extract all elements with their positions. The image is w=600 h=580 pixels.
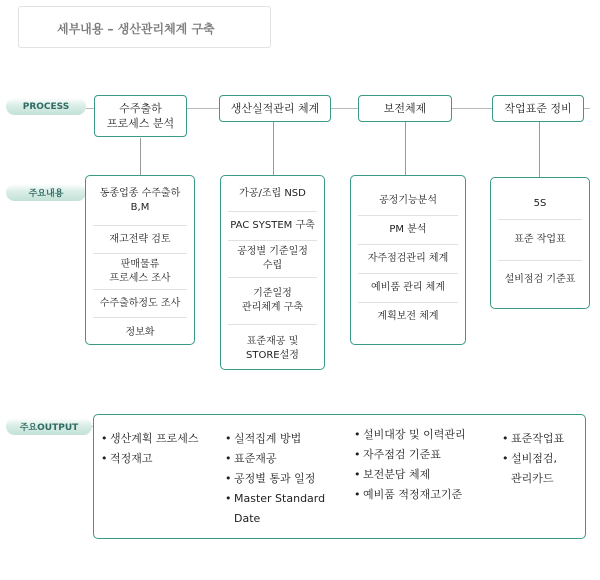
connector-4 xyxy=(539,122,540,177)
output-column-order-shipping xyxy=(101,429,219,469)
content-group-order-shipping xyxy=(85,175,195,345)
process-box-production-performance: 생산실적관리 체계 xyxy=(219,95,331,122)
bullet: • xyxy=(225,472,232,485)
bullet: • xyxy=(354,468,361,481)
content-item: 공정별 기준일정 수립 xyxy=(228,241,317,278)
content-item: PM 분석 xyxy=(358,216,458,245)
content-group-maintenance xyxy=(350,175,466,345)
content-item: 자주점검관리 체계 xyxy=(358,245,458,274)
content-item: 동종업종 수주출하 B,M xyxy=(93,176,187,226)
process-box-work-standard: 작업표준 정비 xyxy=(492,95,584,122)
output-item: • 보전분담 체제 xyxy=(354,465,494,485)
output-item: • 공정별 통과 일정 xyxy=(225,469,347,489)
bullet: • xyxy=(101,452,108,465)
output-item: • 자주점검 기준표 xyxy=(354,445,494,465)
content-item: 예비품 관리 체계 xyxy=(358,274,458,303)
bullet: • xyxy=(354,428,361,441)
content-item: 표준재공 및 STORE설정 xyxy=(246,336,299,361)
output-column-maintenance xyxy=(354,425,494,505)
bullet: • xyxy=(225,452,232,465)
bullet: • xyxy=(502,432,509,445)
output-item: • 적정재고 xyxy=(101,449,219,469)
output-item: • 생산계획 프로세스 xyxy=(101,429,219,449)
page-title: 세부내용 – 생산관리체계 구축 xyxy=(18,6,271,48)
content-item: 표준 작업표 xyxy=(498,220,582,261)
content-item: 정보화 xyxy=(125,327,155,338)
content-item: 설비점검 기준표 xyxy=(504,274,576,285)
output-item: • 표준작업표 xyxy=(502,429,584,449)
process-box-order-shipping: 수주출하 프로세스 분석 xyxy=(94,95,187,137)
bullet: • xyxy=(101,432,108,445)
bullet: • xyxy=(225,432,232,445)
output-item: • 설비점검, 관리카드 xyxy=(502,449,584,489)
bullet: • xyxy=(502,452,509,465)
output-column-production-performance xyxy=(225,429,347,529)
content-item: 5S xyxy=(498,188,582,220)
content-item: 수주출하정도 조사 xyxy=(93,290,187,318)
content-group-work-standard xyxy=(490,177,590,309)
content-item: 재고전략 검토 xyxy=(93,226,187,254)
process-row-label: PROCESS xyxy=(6,98,86,115)
content-row-label: 주요내용 xyxy=(6,184,86,201)
process-box-maintenance: 보전체제 xyxy=(358,95,452,122)
output-item: • 실적집계 방법 xyxy=(225,429,347,449)
content-item: 판매물류 프로세스 조사 xyxy=(93,254,187,290)
output-item: • 예비품 적정재고기준 xyxy=(354,485,494,505)
content-item: 가공/조립 NSD xyxy=(228,176,317,212)
connector-3 xyxy=(405,122,406,175)
content-item: PAC SYSTEM 구축 xyxy=(228,212,317,241)
content-group-production-performance xyxy=(220,175,325,370)
bullet: • xyxy=(354,488,361,501)
connector-1 xyxy=(140,138,141,175)
bullet: • xyxy=(225,492,232,505)
output-row-label: 주요OUTPUT xyxy=(6,418,92,435)
connector-2 xyxy=(273,122,274,175)
bullet: • xyxy=(354,448,361,461)
output-item: • 설비대장 및 이력관리 xyxy=(354,425,494,445)
output-column-work-standard xyxy=(502,429,584,489)
output-item: • 표준재공 xyxy=(225,449,347,469)
content-item: 기준일정 관리체계 구축 xyxy=(228,278,317,325)
output-item: • Master Standard Date xyxy=(225,489,347,529)
content-item: 공정기능분석 xyxy=(358,187,458,216)
output-box xyxy=(93,414,586,539)
content-item: 계획보전 체계 xyxy=(377,311,439,322)
